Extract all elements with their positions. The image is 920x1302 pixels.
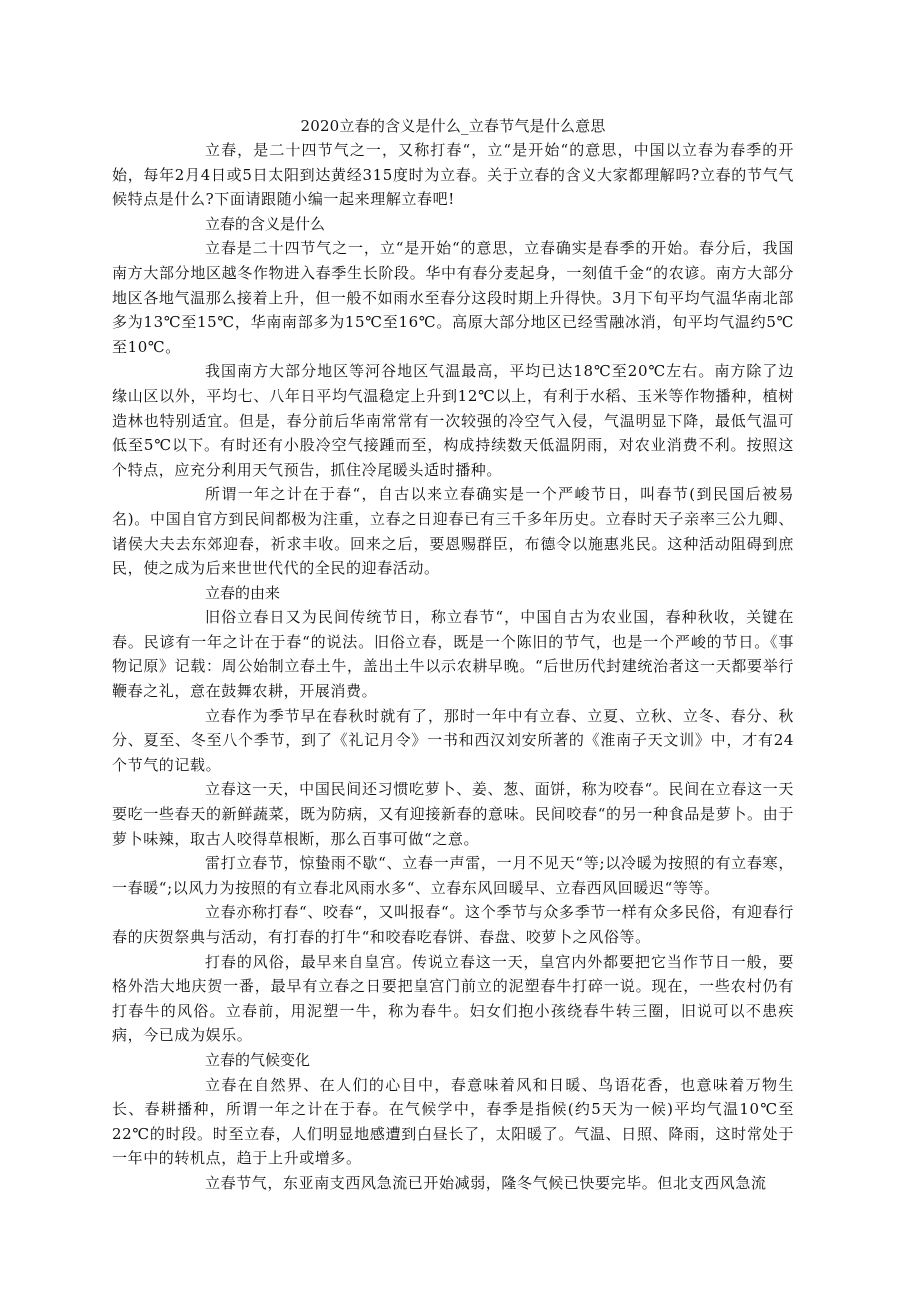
paragraph: 立春节气，东亚南支西风急流已开始减弱，隆冬气候已快要完毕。但北支西风急流 [205, 1173, 767, 1192]
paragraph: 立春是二十四节气之一，立“是开始“的意思，立春确实是春季的开始。春分后，我国南方大部分地区越冬作物进入春季生长阶段。华中有春分麦起身，一刻值千金“的农谚。南方大部分地区各地气温那么接着上升，但一般不如雨水至春分这段时期上升得快。3月下旬平均气温华南北部多为13℃至15℃，华南南部多为15℃至16℃。高原大部分地区已经雪融冰消，旬平均气温约5℃至10℃。 [112, 239, 794, 356]
paragraph: 立春作为季节早在春秋时就有了，那时一年中有立春、立夏、立秋、立冬、春分、秋分、夏至、冬至八个季节，到了《礼记月令》一书和西汉刘安所著的《淮南子天文训》中，才有24个节气的记载。 [112, 706, 794, 774]
paragraph: 打春的风俗，最早来自皇宫。传说立春这一天，皇宫内外都要把它当作节日一般，要格外浩大地庆贺一番，最早有立春之日要把皇宫门前立的泥塑春牛打碎一说。现在，一些农村仍有打春牛的风俗。立春前，用泥塑一牛，称为春牛。妇女们抱小孩绕春牛转三圈，旧说可以不患疾病，今已成为娱乐。 [112, 952, 794, 1045]
paragraph: 立春，是二十四节气之一，又称打春“，立“是开始“的意思，中国以立春为春季的开始，每年2月4日或5日太阳到达黄经315度时为立春。关于立春的含义大家都理解吗?立春的节气气候特点是什么?下面请跟随小编一起来理解立春吧! [112, 141, 794, 209]
paragraph: 立春这一天，中国民间还习惯吃萝卜、姜、葱、面饼，称为咬春“。民间在立春这一天要吃一些春天的新鲜蔬菜，既为防病，又有迎接新春的意味。民间咬春“的另一种食品是萝卜。由于萝卜味辣，取古人咬得草根断，那么百事可做“之意。 [112, 780, 794, 848]
paragraph: 我国南方大部分地区等河谷地区气温最高，平均已达18℃至20℃左右。南方除了边缘山区以外，平均七、八年日平均气温稳定上升到12℃以上，有利于水稻、玉米等作物播种，植树造林也特别适宜。但是，春分前后华南常常有一次较强的冷空气入侵，气温明显下降，最低气温可低至5℃以下。有时还有小股冷空气接踵而至，构成持续数天低温阴雨，对农业消费不利。按照这个特点，应充分利用天气预告，抓住冷尾暖头适时播种。 [112, 362, 794, 479]
paragraph: 立春在自然界、在人们的心目中，春意味着风和日暖、鸟语花香，也意味着万物生长、春耕播种，所谓一年之计在于春。在气候学中，春季是指候(约5天为一候)平均气温10℃至22℃的时段。时至立春，人们明显地感遭到白昼长了，太阳暖了。气温、日照、降雨，这时常处于一年中的转机点，趋于上升或增多。 [112, 1075, 794, 1168]
document-body [112, 138, 794, 1196]
paragraph: 旧俗立春日又为民间传统节日，称立春节“，中国自古为农业国，春种秋收，关键在春。民谚有一年之计在于春“的说法。旧俗立春，既是一个陈旧的节气，也是一个严峻的节日。《事物记原》记载：周公始制立春土牛，盖出土牛以示农耕早晚。“后世历代封建统治者这一天都要举行鞭春之礼，意在鼓舞农耕，开展消费。 [112, 608, 794, 701]
document-title: 2020立春的含义是什么_立春节气是什么意思 [300, 117, 606, 135]
document-page [112, 114, 794, 1196]
section-heading: 立春的由来 [205, 583, 281, 602]
section-heading: 立春的气候变化 [205, 1050, 311, 1069]
paragraph: 立春亦称打春“、咬春“，又叫报春“。这个季节与众多季节一样有众多民俗，有迎春行春的庆贺祭典与活动，有打春的打牛“和咬春吃春饼、春盘、咬萝卜之风俗等。 [112, 903, 794, 946]
paragraph: 所谓一年之计在于春“，自古以来立春确实是一个严峻节日，叫春节(到民国后被易名)。中国自官方到民间都极为注重，立春之日迎春已有三千多年历史。立春时天子亲率三公九卿、诸侯大夫去东郊迎春，祈求丰收。回来之后，要恩赐群臣，布德令以施惠兆民。这种活动阻碍到庶民，使之成为后来世世代代的全民的迎春活动。 [112, 485, 794, 578]
paragraph: 雷打立春节，惊蛰雨不歇“、立春一声雷，一月不见天“等;以冷暖为按照的有立春寒，一春暖“;以风力为按照的有立春北风雨水多“、立春东风回暖早、立春西风回暖迟“等等。 [112, 854, 794, 897]
section-heading: 立春的含义是什么 [205, 214, 326, 233]
